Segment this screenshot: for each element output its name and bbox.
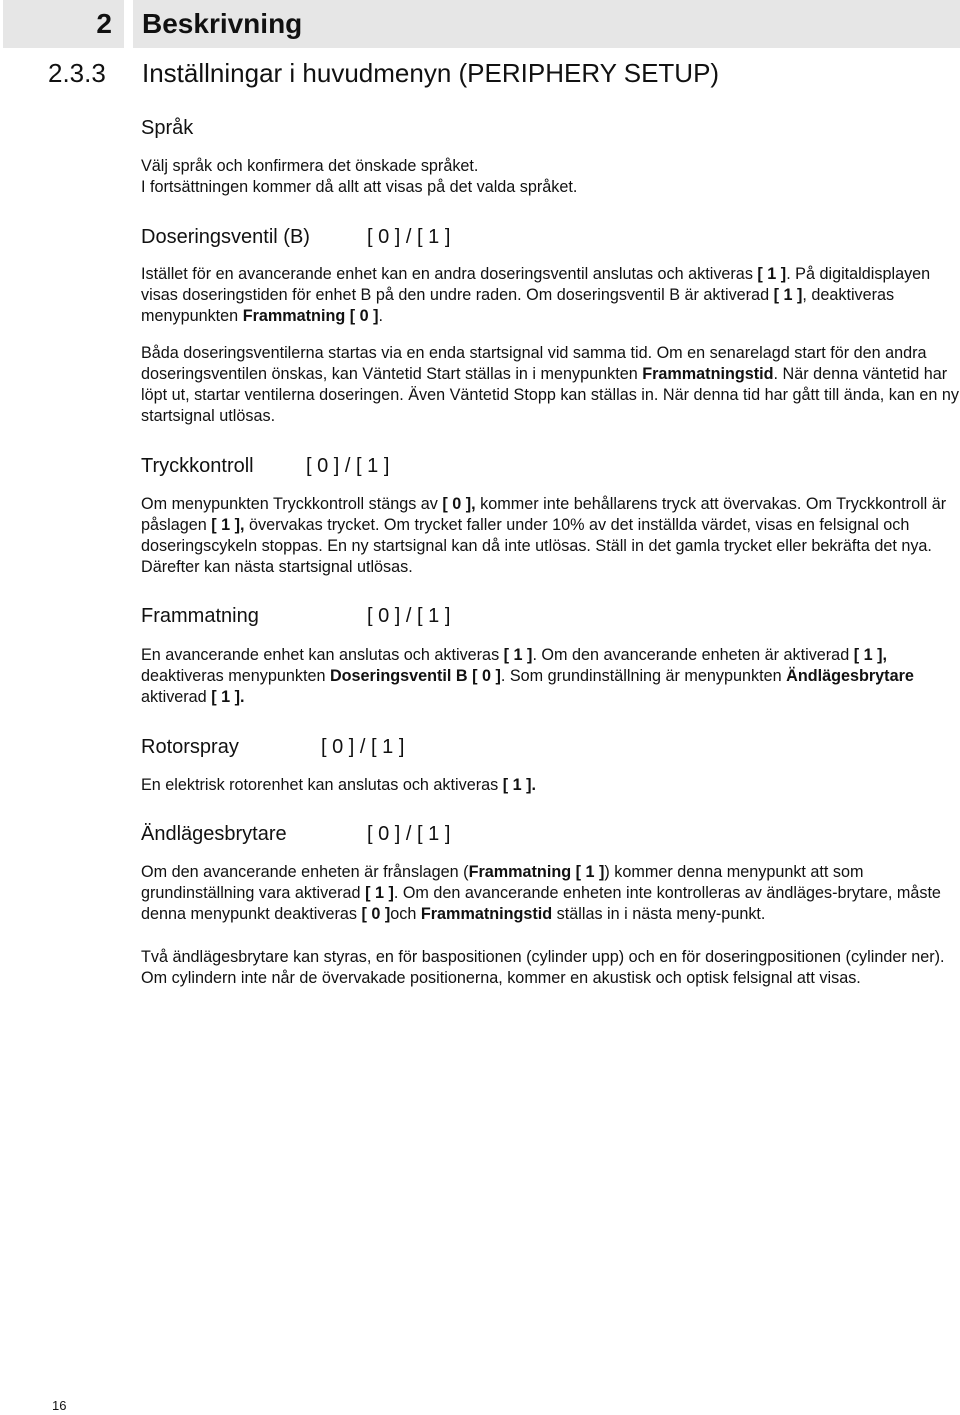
chapter-title: Beskrivning xyxy=(133,0,960,48)
doseringsventil-values: [ 0 ] / [ 1 ] xyxy=(367,226,451,248)
paragraph-rotorspray: En elektrisk rotorenhet kan anslutas och aktiveras [ 1 ]. xyxy=(141,776,536,794)
sprak-line-1: Välj språk och konfirmera det önskade språket. xyxy=(141,157,479,175)
section-title: Inställningar i huvudmenyn (PERIPHERY SETUP) xyxy=(142,58,720,88)
rotorspray-label: Rotorspray xyxy=(141,736,239,758)
heading-sprak: Språk xyxy=(141,117,194,139)
paragraph-andlagesbrytare-2: Två ändlägesbrytare kan styras, en för baspositionen (cylinder upp) och en för doseringpositionen (cylinder ner). Om cylindern inte når de övervakade positionerna, kommer en akustisk och optisk felsignal att visas. xyxy=(141,948,945,987)
paragraph-doseringsventil-1: Istället för en avancerande enhet kan en andra doseringsventil anslutas och aktiveras [ 1 ]. På digitaldisplayen visas doseringstiden för enhet B på den undre raden. Om doseringsventil B är aktiverad [ 1 ], deaktiveras menypunkten Frammatning [ 0 ]. xyxy=(141,265,931,325)
heading-andlagesbrytare xyxy=(141,823,451,846)
paragraph-doseringsventil-2: Båda doseringsventilerna startas via en enda startsignal vid samma tid. Om en senarelagd start för den andra doseringsventilen önskas, kan Väntetid Start ställas in i menypunkten Frammatningstid. När denna väntetid har löpt ut, startar ventilerna doseringen. Även Väntetid Stopp kan ställas in. När denna tid har gått till ända, kan en ny startsignal utlösas. xyxy=(141,344,959,425)
rotorspray-values: [ 0 ] / [ 1 ] xyxy=(321,736,405,758)
heading-frammatning xyxy=(141,605,451,628)
heading-doseringsventil xyxy=(141,226,451,249)
paragraph-frammatning: En avancerande enhet kan anslutas och aktiveras [ 1 ]. Om den avancerande enheten är aktiverad [ 1 ], deaktiveras menypunkten Doseringsventil B [ 0 ]. Som grundinställning är menypunkten Ändlägesbrytare aktiverad [ 1 ]. xyxy=(141,646,914,706)
page-number: 16 xyxy=(52,1398,67,1413)
andlagesbrytare-label: Ändlägesbrytare xyxy=(141,823,287,845)
doseringsventil-label: Doseringsventil (B) xyxy=(141,226,310,248)
frammatning-values: [ 0 ] / [ 1 ] xyxy=(367,605,451,627)
tryckkontroll-values: [ 0 ] / [ 1 ] xyxy=(306,455,390,477)
andlagesbrytare-values: [ 0 ] / [ 1 ] xyxy=(367,823,451,845)
frammatning-label: Frammatning xyxy=(141,605,259,627)
heading-tryckkontroll xyxy=(141,455,390,478)
chapter-number: 2 xyxy=(3,0,124,48)
paragraph-andlagesbrytare-1: Om den avancerande enheten är frånslagen (Frammatning [ 1 ]) kommer denna menypunkt att som grundinställning vara aktiverad [ 1 ]. Om den avancerande enheten inte kontrolleras av ändläges-brytare, måste denna menypunkt deaktiveras [ 0 ]och Frammatningstid ställas in i nästa meny-punkt. xyxy=(141,863,941,923)
section-number: 2.3.3 xyxy=(48,58,106,88)
paragraph-sprak xyxy=(141,156,959,198)
tryckkontroll-label: Tryckkontroll xyxy=(141,455,254,477)
sprak-line-2: I fortsättningen kommer då allt att visas på det valda språket. xyxy=(141,178,578,196)
paragraph-tryckkontroll: Om menypunkten Tryckkontroll stängs av [ 0 ], kommer inte behållarens tryck att övervakas. Om Tryckkontroll är påslagen [ 1 ], övervakas trycket. Om trycket faller under 10% av det inställda värdet, visas en felsignal och doseringscykeln stoppas. En ny startsignal kan då inte utlösas. Ställ in det gamla trycket eller bekräfta det nya. Därefter kan nästa startsignal utlösas. xyxy=(141,495,947,576)
heading-rotorspray xyxy=(141,736,405,759)
